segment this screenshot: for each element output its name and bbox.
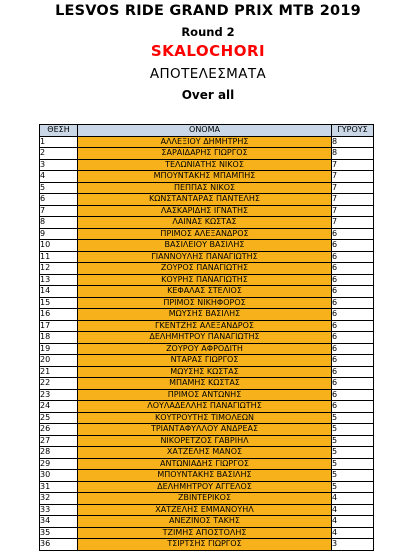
laps-cell: 5 [332,447,374,459]
laps-cell: 6 [332,240,374,252]
table-row [40,412,374,424]
name-cell: ΜΠΟΥΝΤΑΚΗΣ ΜΠΑΜΠΗΣ [78,171,332,183]
position-cell: 4 [40,171,78,183]
position-cell: 23 [40,389,78,401]
laps-cell: 7 [332,159,374,171]
laps-cell: 7 [332,194,374,206]
laps-cell: 8 [332,136,374,148]
laps-cell: 6 [332,389,374,401]
name-cell: ΤΕΛΩΝΙΑΤΗΣ ΝΙΚΟΣ [78,159,332,171]
name-cell: ΓΚΕΝΤΖΗΣ ΑΛΕΞΑΝΔΡΟΣ [78,320,332,332]
table-row [40,389,374,401]
table-row [40,274,374,286]
position-cell: 19 [40,343,78,355]
table-row [40,458,374,470]
table-row [40,516,374,528]
event-title: LESVOS RIDE GRAND PRIX MTB 2019 [55,3,361,19]
table-row [40,182,374,194]
name-cell: ΧΑΤΖΕΛΗΣ ΕΜΜΑΝΟΥΗΛ [78,504,332,516]
position-cell: 16 [40,309,78,321]
laps-cell: 8 [332,148,374,160]
laps-cell: 5 [332,424,374,436]
column-header-name: ΟΝΟΜΑ [78,125,332,137]
position-cell: 31 [40,481,78,493]
table-row [40,159,374,171]
column-header-laps: ΓΥΡΟΥΣ [332,125,374,137]
laps-cell: 6 [332,366,374,378]
name-cell: ΛΑΙΝΑΣ ΚΩΣΤΑΣ [78,217,332,229]
table-row [40,228,374,240]
position-cell: 24 [40,401,78,413]
table-row [40,493,374,505]
position-cell: 8 [40,217,78,229]
name-cell: ΜΠΟΥΝΤΑΚΗΣ ΒΑΣΙΛΗΣ [78,470,332,482]
laps-cell: 6 [332,286,374,298]
table-row [40,470,374,482]
position-cell: 21 [40,366,78,378]
laps-cell: 6 [332,332,374,344]
laps-cell: 4 [332,493,374,505]
position-cell: 26 [40,424,78,436]
name-cell: ΔΕΛΗΜΗΤΡΟΥ ΠΑΝΑΓΙΩΤΗΣ [78,332,332,344]
table-row [40,309,374,321]
category-label: Over all [181,88,235,102]
table-row [40,320,374,332]
name-cell: ΧΑΤΖΕΛΗΣ ΜΑΝΟΣ [78,447,332,459]
name-cell: ΚΩΝΣΤΑΝΤΑΡΑΣ ΠΑΝΤΕΛΗΣ [78,194,332,206]
laps-cell: 6 [332,274,374,286]
laps-cell: 3 [332,539,374,551]
laps-cell: 6 [332,228,374,240]
name-cell: ΚΕΦΑΛΑΣ ΣΤΕΛΙΟΣ [78,286,332,298]
laps-cell: 7 [332,217,374,229]
name-cell: ΖΟΥΡΟΥ ΑΦΡΟΔΙΤΗ [78,343,332,355]
results-table [39,124,374,551]
table-row [40,527,374,539]
name-cell: ΠΡΙΜΟΣ ΝΙΚΗΦΟΡΟΣ [78,297,332,309]
laps-cell: 6 [332,309,374,321]
venue-title: SKALOCHORI [150,42,266,60]
position-cell: 14 [40,286,78,298]
name-cell: ΑΝΕΖΙΝΟΣ ΤΑΚΗΣ [78,516,332,528]
laps-cell: 6 [332,343,374,355]
laps-cell: 6 [332,263,374,275]
laps-cell: 6 [332,251,374,263]
name-cell: ΛΟΥΛΑΔΕΛΛΗΣ ΠΑΝΑΓΙΩΤΗΣ [78,401,332,413]
position-cell: 13 [40,274,78,286]
laps-cell: 6 [332,355,374,367]
name-cell: ΓΙΑΝΝΟΥΛΗΣ ΠΑΝΑΓΙΩΤΗΣ [78,251,332,263]
name-cell: ΜΩΥΣΗΣ ΚΩΣΤΑΣ [78,366,332,378]
position-cell: 6 [40,194,78,206]
table-row [40,251,374,263]
name-cell: ΠΡΙΜΟΣ ΑΝΤΩΝΗΣ [78,389,332,401]
table-row [40,136,374,148]
laps-cell: 6 [332,401,374,413]
laps-cell: 7 [332,205,374,217]
table-row [40,240,374,252]
name-cell: ΜΠΑΜΗΣ ΚΩΣΤΑΣ [78,378,332,390]
table-row [40,205,374,217]
position-cell: 22 [40,378,78,390]
table-row [40,332,374,344]
name-cell: ΑΝΤΩΝΙΑΔΗΣ ΓΙΩΡΓΟΣ [78,458,332,470]
laps-cell: 5 [332,470,374,482]
position-cell: 12 [40,263,78,275]
table-row [40,481,374,493]
round-label: Round 2 [181,25,235,39]
results-heading: ΑΠΟΤΕΛΕΣΜΑΤΑ [149,66,267,82]
laps-cell: 7 [332,171,374,183]
name-cell: ΛΑΣΚΑΡΙΔΗΣ ΙΓΝΑΤΗΣ [78,205,332,217]
position-cell: 1 [40,136,78,148]
laps-cell: 7 [332,182,374,194]
table-row [40,171,374,183]
laps-cell: 6 [332,297,374,309]
column-header-position: ΘΕΣΗ [40,125,78,137]
table-row [40,286,374,298]
position-cell: 5 [40,182,78,194]
position-cell: 15 [40,297,78,309]
laps-cell: 5 [332,412,374,424]
position-cell: 34 [40,516,78,528]
table-row [40,366,374,378]
table-row [40,401,374,413]
position-cell: 7 [40,205,78,217]
position-cell: 30 [40,470,78,482]
position-cell: 32 [40,493,78,505]
position-cell: 33 [40,504,78,516]
position-cell: 27 [40,435,78,447]
name-cell: ΤΡΙΑΝΤΑΦΥΛΛΟΥ ΑΝΔΡΕΑΣ [78,424,332,436]
name-cell: ΠΡΙΜΟΣ ΑΛΕΞΑΝΔΡΟΣ [78,228,332,240]
name-cell: ΚΟΥΤΡΟΥΤΗΣ ΤΙΜΟΛΕΩΝ [78,412,332,424]
name-cell: ΔΕΛΗΜΗΤΡΟΥ ΑΓΓΕΛΟΣ [78,481,332,493]
laps-cell: 4 [332,504,374,516]
position-cell: 35 [40,527,78,539]
position-cell: 17 [40,320,78,332]
position-cell: 20 [40,355,78,367]
table-row [40,343,374,355]
name-cell: ΝΤΑΡΑΣ ΓΙΩΡΓΟΣ [78,355,332,367]
name-cell: ΝΙΚΟΡΕΤΖΟΣ ΓΑΒΡΙΗΛ [78,435,332,447]
table-header-row [40,125,374,137]
table-row [40,148,374,160]
position-cell: 9 [40,228,78,240]
laps-cell: 6 [332,378,374,390]
name-cell: ΒΑΣΙΛΕΙΟΥ ΒΑΣΙΛΗΣ [78,240,332,252]
position-cell: 2 [40,148,78,160]
position-cell: 11 [40,251,78,263]
table-row [40,217,374,229]
table-row [40,504,374,516]
position-cell: 18 [40,332,78,344]
table-row [40,539,374,551]
name-cell: ΖΒΙΝΤΕΡΙΚΟΣ [78,493,332,505]
name-cell: ΜΩΥΣΗΣ ΒΑΣΙΛΗΣ [78,309,332,321]
name-cell: ΣΑΡΑΙΔΑΡΗΣ ΓΙΩΡΓΟΣ [78,148,332,160]
name-cell: ΤΣΙΡΤΣΗΣ ΓΙΩΡΓΟΣ [78,539,332,551]
table-row [40,424,374,436]
table-row [40,447,374,459]
table-row [40,435,374,447]
laps-cell: 4 [332,516,374,528]
name-cell: ΠΕΠΠΑΣ ΝΙΚΟΣ [78,182,332,194]
position-cell: 28 [40,447,78,459]
position-cell: 3 [40,159,78,171]
name-cell: ΖΟΥΡΟΣ ΠΑΝΑΓΙΩΤΗΣ [78,263,332,275]
table-row [40,378,374,390]
name-cell: ΚΟΥΡΗΣ ΠΑΝΑΓΙΩΤΗΣ [78,274,332,286]
name-cell: ΤΖΙΜΗΣ ΑΠΟΣΤΟΛΗΣ [78,527,332,539]
table-row [40,194,374,206]
table-row [40,263,374,275]
table-row [40,297,374,309]
position-cell: 36 [40,539,78,551]
position-cell: 10 [40,240,78,252]
laps-cell: 5 [332,435,374,447]
position-cell: 25 [40,412,78,424]
laps-cell: 5 [332,481,374,493]
table-row [40,355,374,367]
laps-cell: 6 [332,320,374,332]
position-cell: 29 [40,458,78,470]
laps-cell: 5 [332,458,374,470]
laps-cell: 4 [332,527,374,539]
name-cell: ΑΛΛΕΞΙΟΥ ΔΗΜΗΤΡΗΣ [78,136,332,148]
